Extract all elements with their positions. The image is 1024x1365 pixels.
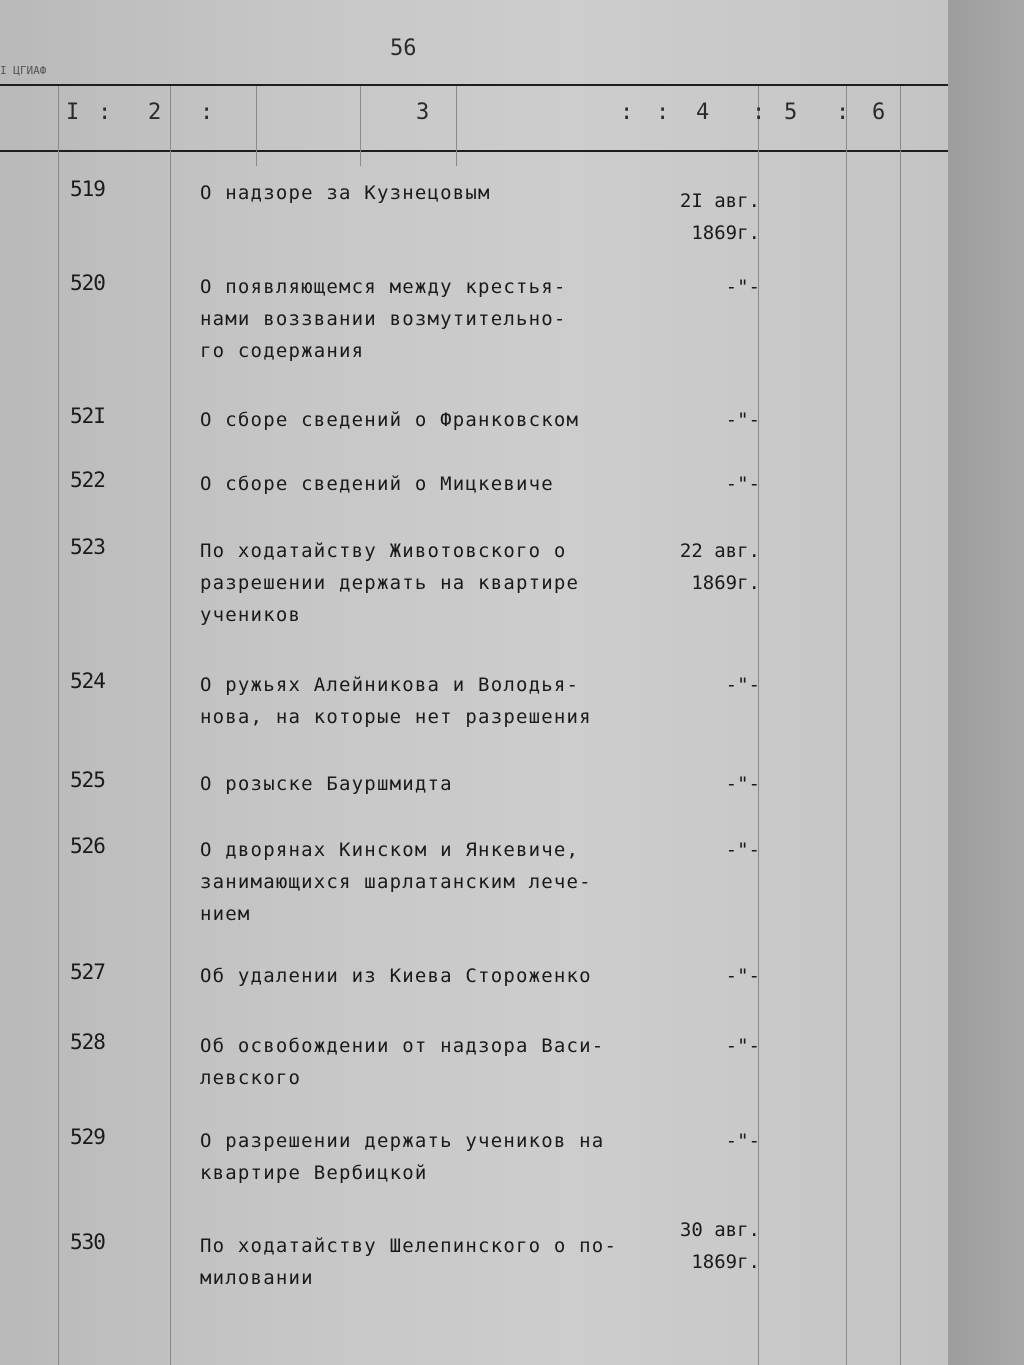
entry-number: 526 xyxy=(70,834,105,858)
col-separator: : xyxy=(98,100,114,125)
column-divider xyxy=(170,86,171,1365)
col-number-5: 5 xyxy=(784,100,800,125)
entry-number: 529 xyxy=(70,1125,105,1149)
entry-title: О дворянах Кинском и Янкевиче, занимающихся шарлатанским лече- нием xyxy=(200,839,592,925)
entry-number: 520 xyxy=(70,271,105,295)
entry-date: 22 авг. 1869г. xyxy=(679,540,760,594)
entry-title: О розыске Бауршмидта xyxy=(200,773,453,795)
column-divider xyxy=(846,86,847,1365)
entry-title: О появляющемся между крестья- нами воззвании возмутительно- го содержания xyxy=(200,276,567,362)
entry-number: 52I xyxy=(70,404,105,428)
entry-number: 527 xyxy=(70,960,105,984)
page-edge-shadow xyxy=(948,0,1024,1365)
column-divider xyxy=(900,86,901,1365)
col-separator: : xyxy=(620,100,636,125)
entry-date: -"- xyxy=(725,839,760,861)
entry-title: Об удалении из Киева Стороженко xyxy=(200,965,592,987)
header-top-rule xyxy=(0,84,948,86)
entry-title: По ходатайству Шелепинского о по- миловании xyxy=(200,1235,618,1289)
col-separator: : xyxy=(752,100,768,125)
col-separator: : xyxy=(200,100,216,125)
col-separator: : xyxy=(836,100,852,125)
entry-date: -"- xyxy=(725,773,760,795)
entry-number: 525 xyxy=(70,768,105,792)
header-bottom-rule xyxy=(0,150,948,152)
entry-number: 522 xyxy=(70,468,105,492)
page-number: 56 xyxy=(390,36,417,61)
column-divider xyxy=(58,86,59,1365)
entry-title: О надзоре за Кузнецовым xyxy=(200,182,491,204)
entry-title: По ходатайству Животовского о разрешении держать на квартире учеников xyxy=(200,540,580,626)
entry-date: -"- xyxy=(725,276,760,298)
entry-number: 524 xyxy=(70,669,105,693)
col-number-6: 6 xyxy=(872,100,888,125)
entry-date: -"- xyxy=(725,1035,760,1057)
entry-number: 523 xyxy=(70,535,105,559)
entry-number: 519 xyxy=(70,177,105,201)
entry-date: 30 авг. 1869г. xyxy=(679,1219,760,1273)
col-number-4: 4 xyxy=(696,100,712,125)
column-divider xyxy=(256,86,257,166)
entry-date: -"- xyxy=(725,965,760,987)
col-number-2: 2 xyxy=(148,100,164,125)
col-number-3: 3 xyxy=(416,100,432,125)
entry-date: -"- xyxy=(725,1130,760,1152)
column-divider xyxy=(360,86,361,166)
entry-date: 2I авг. 1869г. xyxy=(679,190,760,244)
archive-stamp: I ЦГИАФ xyxy=(0,64,47,77)
entry-title: О разрешении держать учеников на квартире Вербицкой xyxy=(200,1130,605,1184)
entry-number: 530 xyxy=(70,1230,105,1254)
entry-date: -"- xyxy=(725,473,760,495)
entry-title: О сборе сведений о Франковском xyxy=(200,409,580,431)
entry-date: -"- xyxy=(725,674,760,696)
entry-title: О ружьях Алейникова и Володья- нова, на которые нет разрешения xyxy=(200,674,592,728)
col-separator: : xyxy=(656,100,672,125)
entry-title: О сборе сведений о Мицкевиче xyxy=(200,473,554,495)
column-divider xyxy=(456,86,457,166)
entry-title: Об освобождении от надзора Васи- левского xyxy=(200,1035,605,1089)
entry-date: -"- xyxy=(725,409,760,431)
col-number-1: I xyxy=(66,100,82,125)
entry-number: 528 xyxy=(70,1030,105,1054)
